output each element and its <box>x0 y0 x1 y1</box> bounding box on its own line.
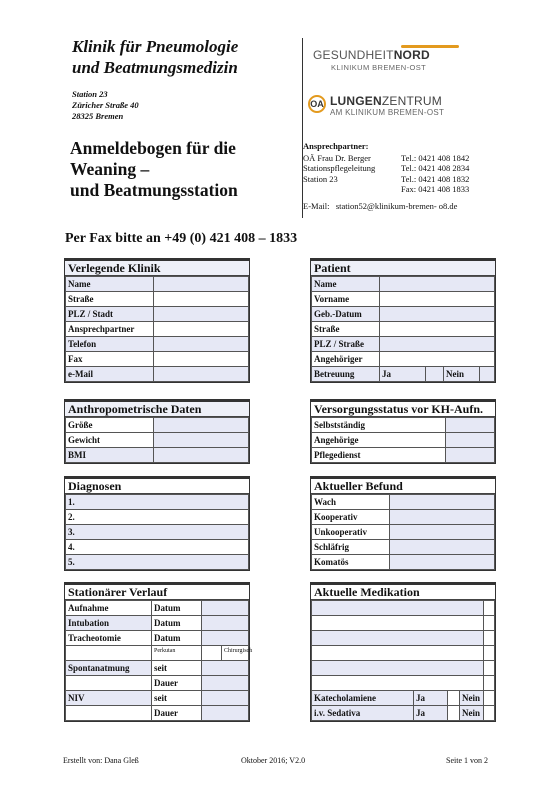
contact-label: OÄ Frau Dr. Berger <box>303 152 371 163</box>
field-label: Vorname <box>312 292 380 307</box>
footer-page-number: Seite 1 von 2 <box>446 756 488 765</box>
field-label: e-Mail <box>66 367 154 382</box>
footer-version: Oktober 2016; V2.0 <box>241 756 306 765</box>
medication-row[interactable] <box>312 631 484 646</box>
field-label: Geb.-Datum <box>312 307 380 322</box>
diagnose-row[interactable]: 4. <box>66 540 249 555</box>
since-input[interactable] <box>202 691 249 706</box>
option-nein: Nein <box>460 691 484 706</box>
option-ja: Ja <box>414 706 448 721</box>
station-address <box>72 89 139 122</box>
field-label: Straße <box>312 322 380 337</box>
duration-label: Dauer <box>152 706 202 721</box>
field-input[interactable] <box>380 277 495 292</box>
section-aktuelle-medikation <box>310 582 496 722</box>
date-label: Datum <box>152 616 202 631</box>
field-label: i.v. Sedativa <box>312 706 414 721</box>
email-label: E-Mail: <box>303 200 330 211</box>
date-label: Datum <box>152 601 202 616</box>
field-label: Komatös <box>312 555 390 570</box>
field-label: Aufnahme <box>66 601 152 616</box>
field-label: Intubation <box>66 616 152 631</box>
since-label: seit <box>152 691 202 706</box>
field-label: Wach <box>312 495 390 510</box>
field-input[interactable] <box>446 448 495 463</box>
field-label: Gewicht <box>66 433 154 448</box>
address-line: 28325 Bremen <box>72 111 124 121</box>
section-title: Anthropometrische Daten <box>65 402 249 417</box>
field-label: Angehöriger <box>312 352 380 367</box>
field-label: Tracheotomie <box>66 631 152 646</box>
logo-word-bold: NORD <box>393 48 430 62</box>
field-input[interactable] <box>154 352 249 367</box>
contact-label <box>303 184 401 195</box>
contact-title: Ansprechpartner: <box>303 141 369 151</box>
checkbox-nein[interactable] <box>480 367 495 382</box>
clinic-title-line2: und Beatmungsmedizin <box>72 58 238 77</box>
field-label: Selbstständig <box>312 418 446 433</box>
logo-accent-bar <box>401 45 459 48</box>
field-input[interactable] <box>380 337 495 352</box>
field-input[interactable] <box>380 292 495 307</box>
field-label: PLZ / Stadt <box>66 307 154 322</box>
field-input[interactable] <box>390 495 495 510</box>
date-input[interactable] <box>202 631 249 646</box>
address-line: Station 23 <box>72 89 108 99</box>
field-label: Telefon <box>66 337 154 352</box>
date-label: Datum <box>152 631 202 646</box>
address-line: Züricher Straße 40 <box>72 100 139 110</box>
footer-author: Erstellt von: Dana Gleß <box>63 756 139 765</box>
lungenzentrum-icon: OA <box>308 95 326 113</box>
date-input[interactable] <box>202 616 249 631</box>
field-input[interactable] <box>154 433 249 448</box>
field-input[interactable] <box>380 322 495 337</box>
field-label: Name <box>312 277 380 292</box>
field-input[interactable] <box>390 525 495 540</box>
checkbox-ja[interactable] <box>426 367 444 382</box>
contact-label: Station 23 <box>303 173 338 184</box>
field-input[interactable] <box>390 540 495 555</box>
field-label: Größe <box>66 418 154 433</box>
empty-cell <box>66 676 152 691</box>
logo-word-bold: LUNGEN <box>330 94 382 108</box>
section-diagnosen <box>64 476 250 571</box>
field-label: Straße <box>66 292 154 307</box>
field-label: Kooperativ <box>312 510 390 525</box>
logo-subtitle: KLINIKUM BREMEN-OST <box>331 63 427 72</box>
contact-value: Tel.: 0421 408 2834 <box>401 163 470 173</box>
field-label: Fax <box>66 352 154 367</box>
section-stationaerer-verlauf <box>64 582 253 722</box>
section-title: Patient <box>311 261 495 276</box>
field-label: Katecholamiene <box>312 691 414 706</box>
section-versorgungsstatus <box>310 399 496 464</box>
contact-row <box>303 184 523 195</box>
field-label: Unkooperativ <box>312 525 390 540</box>
option-ja: Ja <box>380 367 426 382</box>
since-input[interactable] <box>202 661 249 676</box>
checkbox-ja[interactable] <box>448 706 460 721</box>
field-input[interactable] <box>154 307 249 322</box>
form-title <box>70 138 290 201</box>
empty-cell <box>484 676 495 691</box>
checkbox-nein[interactable] <box>484 691 495 706</box>
field-label: PLZ / Straße <box>312 337 380 352</box>
lungenzentrum-logo <box>308 94 498 122</box>
duration-input[interactable] <box>202 676 249 691</box>
option-nein: Nein <box>444 367 480 382</box>
logo-word: ZENTRUM <box>381 94 442 108</box>
fax-instruction: Per Fax bitte an +49 (0) 421 408 – 1833 <box>65 231 298 246</box>
option-nein: Nein <box>460 706 484 721</box>
diagnose-row[interactable]: 5. <box>66 555 249 570</box>
contact-value: Tel.: 0421 408 1842 <box>401 152 470 163</box>
contact-row <box>303 163 523 174</box>
empty-cell <box>66 706 152 721</box>
field-label: Betreuung <box>312 367 380 382</box>
form-title-line: Anmeldebogen für die <box>70 138 236 158</box>
empty-cell <box>202 646 222 661</box>
contact-value: Fax: 0421 408 1833 <box>401 184 470 194</box>
field-input[interactable] <box>390 510 495 525</box>
medication-row[interactable] <box>312 646 484 661</box>
option-chirurgisch[interactable]: Chirurgisch <box>222 646 249 661</box>
section-aktueller-befund <box>310 476 496 571</box>
section-title: Aktuelle Medikation <box>311 585 495 600</box>
medication-row[interactable] <box>312 676 484 691</box>
contact-block <box>303 141 523 211</box>
field-input[interactable] <box>154 277 249 292</box>
contact-value: Tel.: 0421 408 1832 <box>401 173 470 184</box>
field-input[interactable] <box>154 292 249 307</box>
logo-word: GESUNDHEIT <box>313 48 394 62</box>
email-address[interactable]: station52@klinikum-bremen- o8.de <box>335 200 458 211</box>
contact-email <box>303 201 523 212</box>
section-patient <box>310 258 496 383</box>
diagnose-row[interactable]: 3. <box>66 525 249 540</box>
option-perkutan[interactable]: Perkutan <box>152 646 202 661</box>
field-input[interactable] <box>154 448 249 463</box>
form-title-line: Weaning – <box>70 159 150 179</box>
field-input[interactable] <box>446 433 495 448</box>
section-anthropometrische-daten <box>64 399 250 464</box>
section-title: Versorgungsstatus vor KH-Aufn. <box>311 402 495 417</box>
option-ja: Ja <box>414 691 448 706</box>
diagnose-row[interactable]: 2. <box>66 510 249 525</box>
field-input[interactable] <box>154 367 249 382</box>
empty-cell <box>66 646 152 661</box>
medication-row[interactable] <box>312 661 484 676</box>
field-label: Angehörige <box>312 433 446 448</box>
diagnose-row[interactable]: 1. <box>66 495 249 510</box>
date-input[interactable] <box>202 601 249 616</box>
section-title: Stationärer Verlauf <box>65 585 249 600</box>
checkbox-nein[interactable] <box>484 706 495 721</box>
medication-row[interactable] <box>312 616 484 631</box>
empty-cell <box>484 631 495 646</box>
gesundheit-nord-logo <box>313 48 493 72</box>
empty-cell <box>484 646 495 661</box>
empty-cell <box>484 661 495 676</box>
field-input[interactable] <box>380 352 495 367</box>
field-label: Ansprechpartner <box>66 322 154 337</box>
field-label: Name <box>66 277 154 292</box>
field-input[interactable] <box>446 418 495 433</box>
contact-row <box>303 153 523 164</box>
field-label: Pflegedienst <box>312 448 446 463</box>
field-input[interactable] <box>154 322 249 337</box>
clinic-title-line1: Klinik für Pneumologie <box>72 37 239 56</box>
empty-cell <box>484 616 495 631</box>
field-label: Spontanatmung <box>66 661 152 676</box>
section-title: Verlegende Klinik <box>65 261 249 276</box>
since-label: seit <box>152 661 202 676</box>
contact-row <box>303 174 523 185</box>
field-label: BMI <box>66 448 154 463</box>
duration-label: Dauer <box>152 676 202 691</box>
field-input[interactable] <box>154 418 249 433</box>
logo-subtitle: AM KLINIKUM BREMEN-OST <box>330 108 445 117</box>
field-label: Schläfrig <box>312 540 390 555</box>
duration-input[interactable] <box>202 706 249 721</box>
section-title: Diagnosen <box>65 479 249 494</box>
field-input[interactable] <box>390 555 495 570</box>
section-verlegende-klinik <box>64 258 250 383</box>
empty-cell <box>484 601 495 616</box>
checkbox-ja[interactable] <box>448 691 460 706</box>
contact-label: Stationspflegeleitung <box>303 163 376 173</box>
clinic-title <box>72 36 302 78</box>
section-title: Aktueller Befund <box>311 479 495 494</box>
medication-row[interactable] <box>312 601 484 616</box>
field-input[interactable] <box>380 307 495 322</box>
field-input[interactable] <box>154 337 249 352</box>
form-title-line: und Beatmungsstation <box>70 180 238 200</box>
field-label: NIV <box>66 691 152 706</box>
